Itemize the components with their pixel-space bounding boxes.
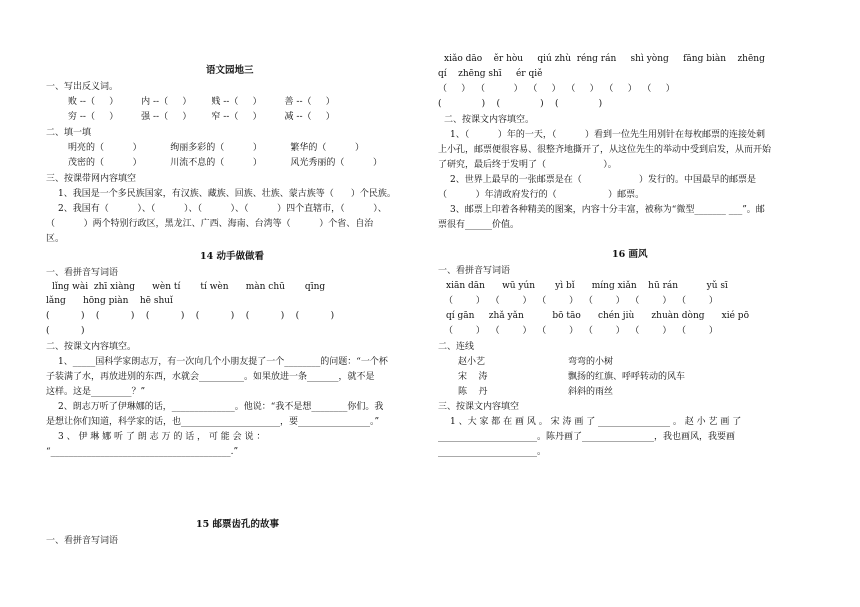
question-text: 2、世界上最早的一张邮票是在（ ）发行的。中国最早的邮票是 (450, 175, 756, 185)
antonym-row: 败 --（ ） 内 --（ ） 贱 --（ ） 善 --（ ） (68, 97, 335, 107)
question-text: 2、我国有（ ）、（ ）、（ ）、（ ）四个直辖市，（ ）、 (58, 204, 387, 214)
answer-brackets: （ ） （ ） （ ） （ ） （ ） （ ） (444, 296, 718, 306)
question-text: （ ）年清政府发行的（ ）邮票。 (438, 190, 645, 200)
question-text: 这样。这是_________？” (46, 387, 146, 397)
answer-brackets: （ ） （ ） （ ） （ ） （ ） （ ） (444, 326, 718, 336)
question-heading: 一、看拼音写词语 (46, 536, 119, 546)
question-text: 了研究，最后终于发明了（ ）。 (438, 160, 617, 170)
pinyin-row: qí zhēng shī ér qiě (438, 69, 543, 79)
match-right: 弯弯的小树 (568, 357, 614, 367)
fill-row: 明亮的（ ） 绚丽多彩的（ ） 繁华的（ ） (68, 143, 365, 153)
question-heading: 三、按课带网内容填空 (46, 174, 137, 184)
question-text: 区。 (46, 234, 65, 244)
match-right: 斜斜的雨丝 (568, 387, 614, 397)
section-title: 15 邮票齿孔的故事 (196, 519, 280, 530)
question-text: “________________________________________.” (46, 447, 239, 457)
question-heading: 一、看拼音写词语 (438, 266, 511, 276)
question-heading: 二、填一填 (46, 128, 92, 138)
match-left: 宋 涛 (458, 372, 488, 382)
question-text: 子装满了水，再放进别的东西，水就会__________。如果放进一条_______，就不是 (46, 372, 375, 382)
answer-brackets: ( ) ( ) ( ) (438, 99, 603, 109)
question-text: 3、邮票上印着各种精美的图案，内容十分丰富，被称为“微型_______ ___”。邮 (450, 205, 765, 215)
match-right: 飘扬的红旗、呼呼转动的风车 (568, 372, 686, 382)
pinyin-row: xiǎo dāo ěr hòu qiú zhù réng rán shì yòng fāng biàn zhēng (444, 54, 765, 64)
question-text: ______________________。 (438, 447, 547, 457)
answer-brackets: （ ） （ ） （ ） （ ） （ ） （ ） (438, 84, 675, 94)
pinyin-row: lǎng hōng piàn hē shuǐ (46, 296, 173, 306)
question-heading: 二、按课文内容填空。 (46, 342, 137, 352)
fill-row: 茂密的（ ） 川流不息的（ ） 风光秀丽的（ ） (68, 158, 383, 168)
question-heading: 二、按课文内容填空。 (444, 115, 535, 125)
antonym-row: 穷 --（ ） 强 --（ ） 窄 --（ ） 减 --（ ） (68, 112, 335, 122)
question-heading: 二、连线 (438, 342, 475, 352)
question-heading: 一、看拼音写词语 (46, 268, 119, 278)
question-heading: 一、写出反义词。 (46, 82, 119, 92)
match-left: 赵小艺 (458, 357, 486, 367)
answer-brackets: ( ) (46, 326, 85, 336)
question-text: 1、（ ）年的一天，（ ）看到一位先生用别针在每枚邮票的连接处刺 (450, 130, 765, 140)
question-text: （ ）两个特别行政区，黑龙江、广西、海南、台湾等（ ）个省、自治 (46, 219, 374, 229)
question-text: 1 、大 家 都 在 画 风 。 宋 涛 画 了 ________________ 。 赵 小 艺 画 了 (450, 417, 742, 427)
pinyin-row: xiān dān wū yún yì bǐ míng xiǎn hū rán yǔ sī (446, 281, 728, 291)
question-text: 票很有______价值。 (438, 220, 520, 230)
section-title: 16 画风 (612, 249, 648, 260)
question-text: ______________________。陈丹画了________________，我也画风，我要画 (438, 432, 736, 442)
question-text: 1、我国是一个多民族国家，有汉族、藏族、回族、壮族、蒙古族等（ ）个民族。 (58, 189, 396, 199)
pinyin-row: qí gān zhǎ yǎn bō tāo chén jiù zhuàn dòng xié pō (446, 311, 749, 321)
question-text: 上小孔，邮票便很容易、很整齐地撕开了，从这位先生的举动中受到启发，从而开始 (438, 145, 772, 155)
section-title: 语文园地三 (206, 65, 254, 76)
match-left: 陈 丹 (458, 387, 488, 397)
question-text: 2、朗志万听了伊琳娜的话，______________。他说：“我不是想________你们。我 (58, 402, 384, 412)
question-text: 1、_____国科学家朗志万，有一次向几个小朋友提了一个________的问题：“一个杯 (58, 357, 388, 367)
section-title: 14 动手做做看 (200, 251, 265, 262)
pinyin-row: lǐng wài zhī xiàng wèn tí tí wèn màn chū qīng (52, 282, 326, 292)
question-text: 是想让你们知道，科学家的话，也______________________，要________________。” (46, 417, 380, 427)
answer-brackets: ( ) ( ) ( ) ( ) ( ) ( ) (46, 311, 335, 321)
question-text: 3 、 伊 琳 娜 听 了 朗 志 万 的 话 ， 可 能 会 说 ： (58, 432, 266, 442)
question-heading: 三、按课文内容填空 (438, 402, 520, 412)
